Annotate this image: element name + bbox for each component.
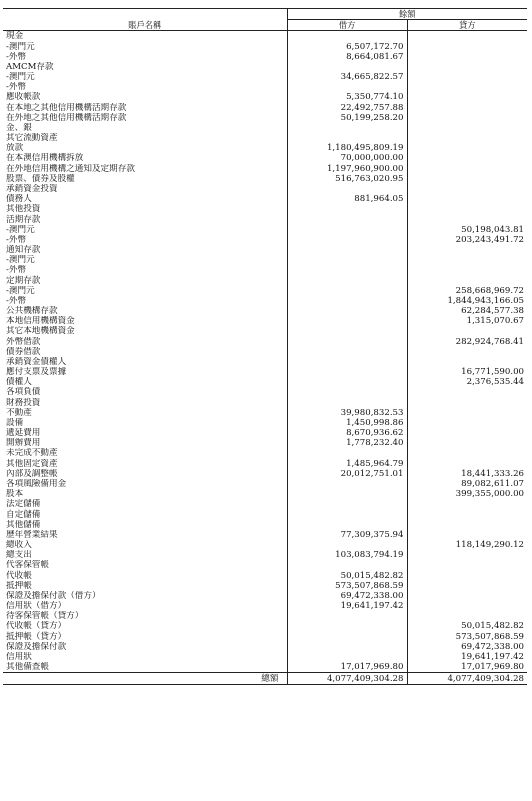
account-name-cell: 各項負債 (3, 387, 287, 397)
debit-cell (287, 275, 407, 285)
table-row (3, 82, 527, 92)
account-name-cell: -外幣 (3, 296, 287, 306)
debit-cell (287, 398, 407, 408)
debit-cell (287, 82, 407, 92)
account-name-cell: 保證及擔保付款 (3, 642, 287, 652)
account-name-cell: 待客保管帳（貸方） (3, 611, 287, 621)
account-name-cell: AMCM存款 (3, 62, 287, 72)
table-row (3, 214, 527, 224)
debit-cell (287, 387, 407, 397)
table-row (3, 52, 527, 62)
debit-cell (287, 255, 407, 265)
debit-cell (287, 520, 407, 530)
account-name-cell: 債券借款 (3, 347, 287, 357)
account-name-cell: 未完成不動產 (3, 448, 287, 458)
table-row (3, 42, 527, 52)
debit-cell: 17,017,969.80 (287, 662, 407, 673)
table-row (3, 469, 527, 479)
account-name-cell: 信用狀 (3, 652, 287, 662)
table-row (3, 642, 527, 652)
credit-cell (407, 62, 527, 72)
table-row (3, 143, 527, 153)
debit-cell (287, 184, 407, 194)
account-name-cell: -澳門元 (3, 225, 287, 235)
credit-cell: 258,668,969.72 (455, 285, 525, 296)
debit-cell: 1,450,998.86 (287, 418, 407, 428)
table-row (3, 286, 527, 296)
table-row (3, 509, 527, 519)
debit-cell (287, 347, 407, 357)
debit-cell: 6,507,172.70 (287, 42, 407, 52)
table-row (3, 194, 527, 204)
debit-cell: 8,664,081.67 (287, 52, 407, 62)
debit-cell: 20,012,751.01 (287, 469, 407, 479)
table-row (3, 621, 527, 631)
credit-cell (407, 520, 527, 530)
credit-cell (407, 408, 527, 418)
table-row (3, 479, 527, 489)
credit-cell (407, 326, 527, 336)
table-row (3, 326, 527, 336)
table-row (3, 520, 527, 530)
credit-cell: 19,641,197.42 (461, 651, 525, 662)
account-name-cell: 其它流動資產 (3, 133, 287, 143)
table-row (3, 438, 527, 448)
account-name-cell: 總收入 (3, 540, 287, 550)
table-row (3, 72, 527, 82)
table-row (3, 123, 527, 133)
credit-cell (407, 347, 527, 357)
credit-cell: 118,149,290.12 (455, 540, 525, 551)
table-row (3, 428, 527, 438)
table-row (3, 367, 527, 377)
table-row (3, 337, 527, 347)
table-row (3, 652, 527, 662)
table-row (3, 560, 527, 570)
total-label: 總額 (3, 673, 287, 685)
account-name-cell: 開辦費用 (3, 438, 287, 448)
debit-cell (287, 326, 407, 336)
debit-cell (287, 652, 407, 662)
debit-cell: 8,670,936.62 (287, 428, 407, 438)
table-row (3, 581, 527, 591)
debit-cell: 19,641,197.42 (287, 601, 407, 611)
table-row (3, 530, 527, 540)
account-name-cell: 在本地之其他信用機構活期存款 (3, 103, 287, 113)
credit-cell (407, 113, 527, 123)
debit-cell (287, 225, 407, 235)
table-row (3, 377, 527, 387)
account-name-cell: 債務人 (3, 194, 287, 204)
account-name-cell: 代收帳（貸方） (3, 621, 287, 631)
debit-cell (287, 133, 407, 143)
account-name-cell: -外幣 (3, 82, 287, 92)
account-name-cell: 信用狀（借方） (3, 601, 287, 611)
ledger-body (3, 31, 527, 673)
debit-cell (287, 235, 407, 245)
credit-cell (407, 550, 527, 560)
account-name-cell: 應收帳款 (3, 92, 287, 102)
table-row (3, 103, 527, 113)
account-name-cell: 現金 (3, 31, 287, 42)
account-name-cell: -外幣 (3, 52, 287, 62)
debit-cell: 1,197,960,900.00 (287, 164, 407, 174)
credit-cell (407, 438, 527, 448)
table-row (3, 255, 527, 265)
debit-cell: 881,964.05 (287, 194, 407, 204)
account-name-cell: 股本 (3, 489, 287, 499)
debit-cell (287, 316, 407, 326)
debit-cell (287, 479, 407, 489)
debit-cell: 573,507,868.59 (287, 581, 407, 591)
account-name-cell: 各項風險備用金 (3, 479, 287, 489)
account-name-header: 賬戶名稱 (3, 9, 287, 31)
debit-cell (287, 214, 407, 224)
debit-cell (287, 265, 407, 275)
debit-cell: 1,180,495,809.19 (287, 143, 407, 153)
table-row (3, 540, 527, 550)
debit-cell (287, 540, 407, 550)
account-name-cell: 抵押帳 (3, 581, 287, 591)
account-name-cell: 其他固定資產 (3, 459, 287, 469)
account-name-cell: 公共機構存款 (3, 306, 287, 316)
account-name-cell: 活期存款 (3, 214, 287, 224)
account-name-cell: 抵押帳（貸方） (3, 631, 287, 641)
table-row (3, 448, 527, 458)
table-row (3, 153, 527, 163)
credit-cell (407, 92, 527, 102)
account-name-cell: 在外地之其他信用機構活期存款 (3, 113, 287, 123)
debit-cell (287, 611, 407, 621)
account-name-cell: 其他投資 (3, 204, 287, 214)
account-name-cell: 總支出 (3, 550, 287, 560)
debit-cell: 1,485,964.79 (287, 459, 407, 469)
credit-cell (407, 265, 527, 275)
credit-cell: 399,355,000.00 (455, 489, 525, 500)
account-name-cell: 定期存款 (3, 275, 287, 285)
account-name-cell: 內部及調整帳 (3, 469, 287, 479)
credit-cell: 18,441,333.26 (461, 468, 525, 479)
account-name-cell: 承銷資金債權人 (3, 357, 287, 367)
account-name-cell: -澳門元 (3, 255, 287, 265)
credit-cell (407, 204, 527, 214)
table-row (3, 245, 527, 255)
credit-cell (407, 357, 527, 367)
debit-cell (287, 31, 407, 42)
credit-cell: 2,376,535.44 (466, 377, 525, 388)
total-row (3, 673, 527, 685)
table-row (3, 306, 527, 316)
debit-cell (287, 245, 407, 255)
table-row (3, 174, 527, 184)
account-name-cell: 其他儲備 (3, 520, 287, 530)
debit-cell (287, 123, 407, 133)
credit-cell (407, 499, 527, 509)
debit-cell (287, 489, 407, 499)
account-name-cell: 不動產 (3, 408, 287, 418)
table-row (3, 316, 527, 326)
account-name-cell: 歷年營業結果 (3, 530, 287, 540)
credit-cell: 1,844,943,166.05 (447, 295, 525, 306)
debit-cell (287, 377, 407, 387)
credit-cell (407, 153, 527, 163)
credit-cell: 203,243,491.72 (455, 234, 525, 245)
account-name-cell: 債權人 (3, 377, 287, 387)
debit-cell (287, 306, 407, 316)
credit-cell (407, 72, 527, 82)
credit-cell: 62,284,577.38 (461, 306, 525, 317)
debit-cell (287, 337, 407, 347)
credit-cell: 16,771,590.00 (461, 367, 525, 378)
table-row (3, 631, 527, 641)
total-debit: 4,077,409,304.28 (287, 673, 407, 685)
account-name-cell: -外幣 (3, 235, 287, 245)
credit-cell (407, 418, 527, 428)
credit-cell (407, 509, 527, 519)
debit-cell (287, 296, 407, 306)
debit-cell (287, 499, 407, 509)
table-row (3, 418, 527, 428)
table-row (3, 499, 527, 509)
credit-cell: 1,315,070.67 (466, 316, 525, 327)
credit-cell (407, 164, 527, 174)
table-row (3, 408, 527, 418)
table-row (3, 275, 527, 285)
table-row (3, 265, 527, 275)
credit-cell (407, 42, 527, 52)
credit-cell (407, 591, 527, 601)
debit-cell: 50,015,482.82 (287, 570, 407, 580)
debit-cell: 1,778,232.40 (287, 438, 407, 448)
debit-cell (287, 204, 407, 214)
table-row (3, 31, 527, 42)
credit-cell: 89,082,611.07 (461, 478, 525, 489)
credit-cell (407, 530, 527, 540)
debit-cell (287, 642, 407, 652)
credit-cell (407, 581, 527, 591)
credit-cell (407, 448, 527, 458)
trial-balance-table (3, 8, 527, 685)
debit-cell: 34,665,822.57 (287, 72, 407, 82)
credit-cell (407, 398, 527, 408)
account-name-cell: 通知存款 (3, 245, 287, 255)
debit-cell (287, 509, 407, 519)
debit-cell: 103,083,794.19 (287, 550, 407, 560)
table-row (3, 92, 527, 102)
credit-cell (407, 123, 527, 133)
account-name-cell: -澳門元 (3, 72, 287, 82)
debit-cell: 5,350,774.10 (287, 92, 407, 102)
credit-cell: 573,507,868.59 (455, 631, 525, 642)
credit-cell (407, 214, 527, 224)
debit-cell (287, 560, 407, 570)
credit-cell (407, 601, 527, 611)
account-name-cell: 法定儲備 (3, 499, 287, 509)
credit-cell (407, 387, 527, 397)
credit-cell (407, 103, 527, 113)
account-name-cell: 應付支票及票據 (3, 367, 287, 377)
table-row (3, 347, 527, 357)
credit-cell: 282,924,768.41 (455, 336, 525, 347)
table-row (3, 550, 527, 560)
credit-cell (407, 570, 527, 580)
credit-cell: 50,198,043.81 (461, 224, 525, 235)
table-row (3, 611, 527, 621)
debit-header: 借方 (287, 20, 407, 31)
credit-cell (407, 194, 527, 204)
account-name-cell: 遞延費用 (3, 428, 287, 438)
table-row (3, 601, 527, 611)
account-name-cell: 代客保管帳 (3, 560, 287, 570)
table-row (3, 235, 527, 245)
credit-cell (407, 560, 527, 570)
account-name-cell: 外幣借款 (3, 337, 287, 347)
table-row (3, 570, 527, 580)
credit-cell (407, 275, 527, 285)
account-name-cell: -外幣 (3, 265, 287, 275)
table-row (3, 184, 527, 194)
credit-cell (407, 82, 527, 92)
account-name-cell: 承銷資金投資 (3, 184, 287, 194)
credit-cell (407, 459, 527, 469)
debit-cell: 77,309,375.94 (287, 530, 407, 540)
credit-cell (407, 143, 527, 153)
balance-header: 餘額 (287, 9, 527, 20)
table-row (3, 662, 527, 673)
account-name-cell: -澳門元 (3, 42, 287, 52)
total-credit: 4,077,409,304.28 (407, 673, 527, 685)
credit-cell (407, 428, 527, 438)
debit-cell (287, 448, 407, 458)
debit-cell (287, 357, 407, 367)
table-row (3, 459, 527, 469)
debit-cell: 50,199,258.20 (287, 113, 407, 123)
credit-cell (407, 31, 527, 42)
account-name-cell: 在本澳信用機構拆放 (3, 153, 287, 163)
account-name-cell: 自定儲備 (3, 509, 287, 519)
debit-cell: 70,000,000.00 (287, 153, 407, 163)
credit-cell: 69,472,338.00 (461, 641, 525, 652)
account-name-cell: 代收帳 (3, 570, 287, 580)
account-name-cell: 設備 (3, 418, 287, 428)
account-name-cell: 股票、債券及股權 (3, 174, 287, 184)
credit-cell: 50,015,482.82 (461, 621, 525, 632)
table-row (3, 489, 527, 499)
debit-cell (287, 286, 407, 296)
table-row (3, 164, 527, 174)
table-row (3, 225, 527, 235)
credit-cell (407, 133, 527, 143)
table-row (3, 296, 527, 306)
debit-cell (287, 631, 407, 641)
account-name-cell: 其他備查帳 (3, 662, 287, 673)
credit-cell (407, 174, 527, 184)
account-name-cell: 本地信用機構資金 (3, 316, 287, 326)
debit-cell (287, 621, 407, 631)
account-name-cell: 金、銀 (3, 123, 287, 133)
account-name-cell: 其它本地機構資金 (3, 326, 287, 336)
table-row (3, 387, 527, 397)
credit-cell (407, 255, 527, 265)
debit-cell (287, 367, 407, 377)
debit-cell (287, 62, 407, 72)
debit-cell: 39,980,832.53 (287, 408, 407, 418)
credit-cell (407, 184, 527, 194)
credit-cell (407, 245, 527, 255)
table-row (3, 398, 527, 408)
table-row (3, 591, 527, 601)
debit-cell: 22,492,757.88 (287, 103, 407, 113)
account-name-cell: 放款 (3, 143, 287, 153)
account-name-cell: 在外地信用機構之通知及定期存款 (3, 164, 287, 174)
debit-cell: 516,763,020.95 (287, 174, 407, 184)
account-name-cell: 保證及擔保付款（借方） (3, 591, 287, 601)
credit-cell (407, 52, 527, 62)
table-row (3, 62, 527, 72)
table-row (3, 133, 527, 143)
account-name-cell: 財務投資 (3, 398, 287, 408)
table-row (3, 204, 527, 214)
credit-cell: 17,017,969.80 (461, 662, 525, 673)
table-row (3, 113, 527, 123)
header-row-top (3, 9, 527, 20)
credit-cell (407, 611, 527, 621)
account-name-cell: -澳門元 (3, 286, 287, 296)
debit-cell: 69,472,338.00 (287, 591, 407, 601)
credit-header: 貸方 (407, 20, 527, 31)
table-row (3, 357, 527, 367)
